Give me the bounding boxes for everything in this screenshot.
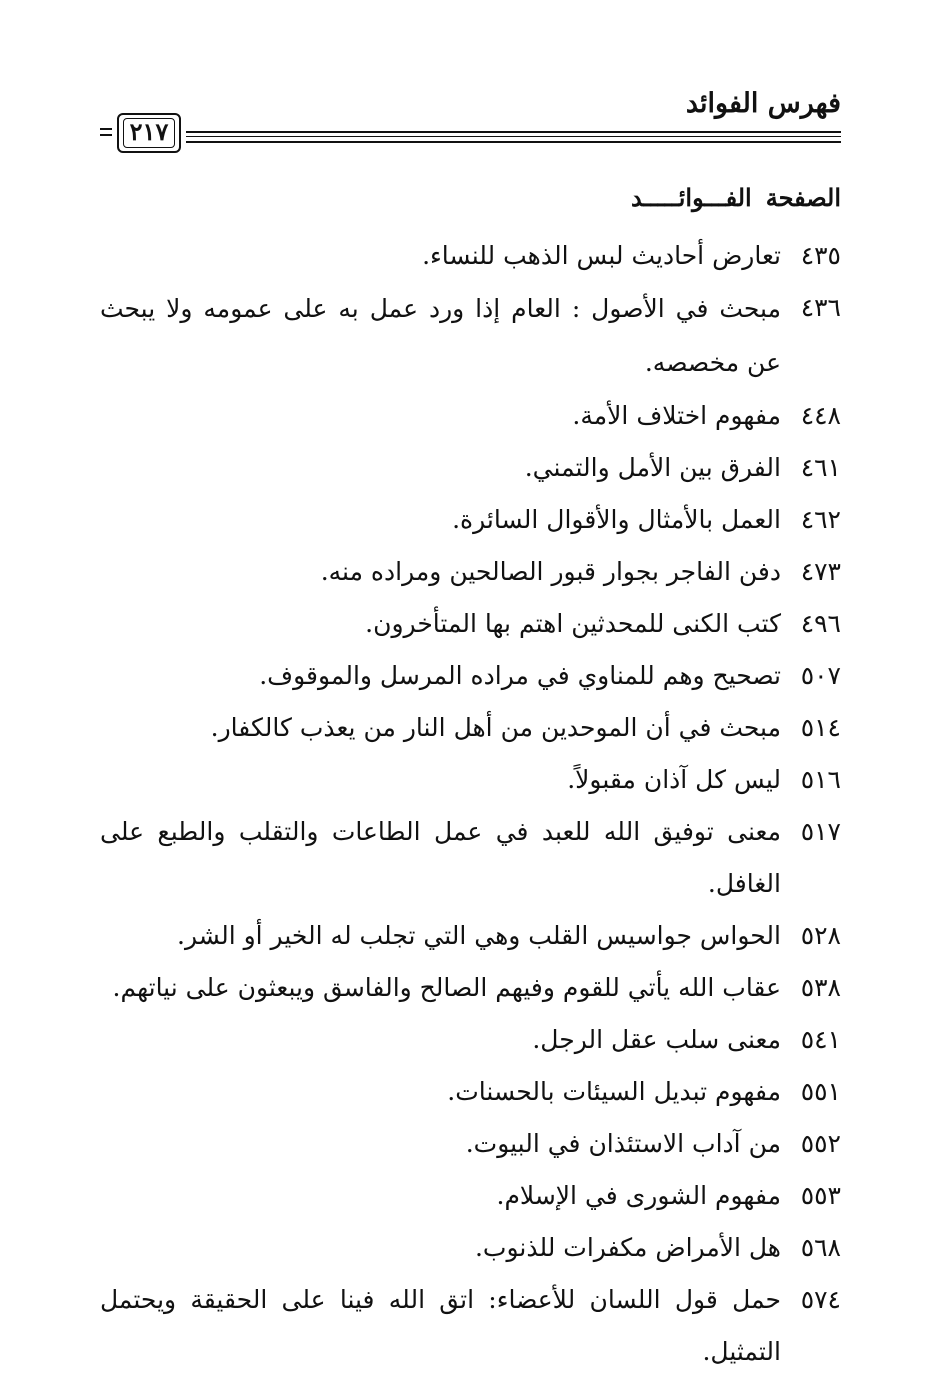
entry-page-number: ٥٥٣ (800, 1181, 841, 1210)
entry-page-number: ٥٢٨ (800, 921, 841, 950)
entry-text: الحواس جواسيس القلب وهي التي تجلب له الخير أو الشر. (177, 921, 781, 950)
entry-text: ليس كل آذان مقبولاً. (567, 765, 781, 794)
entry-page-number: ٥٦٨ (800, 1233, 841, 1262)
index-entry (100, 754, 841, 806)
index-entry (100, 1118, 841, 1170)
entry-page-number: ٤٤٨ (800, 401, 841, 430)
index-entry (100, 650, 841, 702)
entry-page-number: ٥١٤ (800, 713, 841, 742)
entry-page-number: ٥٠٧ (800, 661, 841, 690)
entry-page-number: ٤٣٥ (800, 241, 841, 270)
entry-text: كتب الكنى للمحدثين اهتم بها المتأخرون. (365, 609, 781, 638)
entry-text: مفهوم الشورى في الإسلام. (496, 1181, 781, 1210)
index-entry (100, 806, 841, 910)
index-entry (100, 230, 841, 282)
index-entry (100, 598, 841, 650)
header-rule-end-mark (100, 126, 112, 138)
entry-text: معنى توفيق الله للعبد في عمل الطاعات والتقلب والطبع على الغافل. (100, 817, 781, 898)
header-rule (186, 131, 841, 143)
entry-page-number: ٥٥١ (800, 1077, 841, 1106)
entry-page-number: ٥١٧ (800, 817, 841, 846)
entry-page-number: ٤٣٦ (800, 293, 841, 322)
entry-page-number: ٥١٦ (800, 765, 841, 794)
index-entry (100, 1170, 841, 1222)
entry-text: مبحث في أن الموحدين من أهل النار من يعذب كالكفار. (210, 713, 781, 742)
entry-text: الفرق بين الأمل والتمني. (524, 453, 781, 482)
entry-page-number: ٥٣٨ (800, 973, 841, 1002)
entry-page-number: ٥٥٢ (800, 1129, 841, 1158)
entry-text: العمل بالأمثال والأقوال السائرة. (452, 505, 781, 534)
entry-page-number: ٤٦٢ (800, 505, 841, 534)
index-entry (100, 494, 841, 546)
entry-page-number: ٥٤١ (800, 1025, 841, 1054)
column-header (631, 178, 841, 218)
entry-text: تعارض أحاديث لبس الذهب للنساء. (422, 241, 781, 270)
entry-text: مبحث في الأصول : العام إذا ورد عمل به على عمومه ولا يبحث عن مخصصه. (100, 294, 781, 377)
index-entry (100, 1066, 841, 1118)
index-entry (100, 910, 841, 962)
column-header-benefits: الفـــوائـــــد (630, 183, 752, 212)
entry-page-number: ٤٦١ (800, 453, 841, 482)
entry-text: دفن الفاجر بجوار قبور الصالحين ومراده منه. (320, 557, 781, 586)
index-entry (100, 1014, 841, 1066)
index-entry (100, 962, 841, 1014)
index-entries (100, 230, 841, 1378)
index-entry (100, 702, 841, 754)
column-header-page: الصفحة (765, 183, 841, 212)
entry-text: هل الأمراض مكفرات للذنوب. (474, 1233, 781, 1262)
entry-page-number: ٤٩٦ (800, 609, 841, 638)
entry-page-number: ٥٧٤ (800, 1285, 841, 1314)
index-entry (100, 546, 841, 598)
entry-text: مفهوم تبديل السيئات بالحسنات. (447, 1077, 781, 1106)
running-title: فهرس الفوائد (685, 88, 841, 119)
entry-text: من آداب الاستئذان في البيوت. (465, 1129, 781, 1158)
page-number: ٢١٧ (129, 117, 169, 146)
entry-text: حمل قول اللسان للأعضاء: اتق الله فينا على الحقيقة ويحتمل التمثيل. (100, 1285, 781, 1366)
index-entry (100, 1274, 841, 1378)
entry-text: معنى سلب عقل الرجل. (532, 1025, 781, 1054)
entry-text: مفهوم اختلاف الأمة. (572, 401, 781, 430)
entry-page-number: ٤٧٣ (800, 557, 841, 586)
index-entry (100, 1222, 841, 1274)
page-number-frame (117, 113, 181, 153)
index-entry (100, 390, 841, 442)
entry-text: عقاب الله يأتي للقوم وفيهم الصالح والفاسق ويبعثون على نياتهم. (112, 973, 781, 1002)
entry-text: تصحيح وهم للمناوي في مراده المرسل والموقوف. (259, 661, 781, 690)
index-entry (100, 442, 841, 494)
index-entry (100, 282, 841, 390)
